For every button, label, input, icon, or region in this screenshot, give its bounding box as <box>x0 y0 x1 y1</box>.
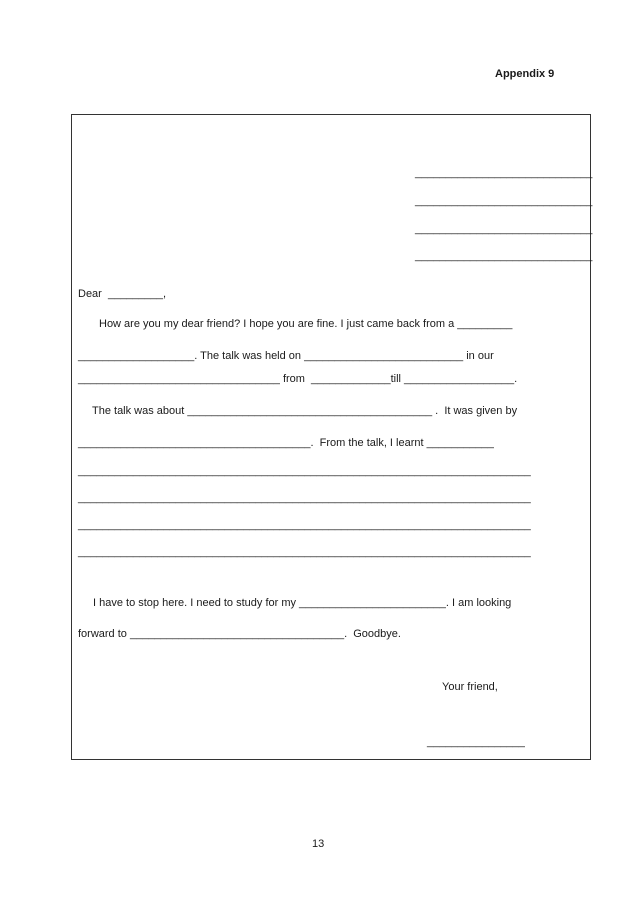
body-line: The talk was about ________________________________________ . It was given by <box>92 405 518 417</box>
body-line: __________________________________________________________________________ <box>78 492 531 504</box>
body-line: ______________________________________. From the talk, I learnt ___________ <box>78 437 494 449</box>
address-line: _____________________________ <box>415 250 593 262</box>
body-line: __________________________________________________________________________ <box>78 465 531 477</box>
body-line: I have to stop here. I need to study for my ________________________. I am looking <box>93 597 512 609</box>
body-line: forward to ___________________________________. Goodbye. <box>78 628 401 640</box>
letter-frame <box>71 114 591 760</box>
salutation: Dear _________, <box>78 288 167 300</box>
closing: Your friend, <box>442 681 498 693</box>
body-line: __________________________________________________________________________ <box>78 546 531 558</box>
body-line: ___________________. The talk was held on __________________________ in our <box>78 350 494 362</box>
signature-line: ________________ <box>427 736 525 748</box>
body-line: _________________________________ from _____________till __________________. <box>78 373 518 385</box>
address-line: _____________________________ <box>415 223 593 235</box>
body-line: __________________________________________________________________________ <box>78 519 531 531</box>
address-line: _____________________________ <box>415 167 593 179</box>
address-line: _____________________________ <box>415 195 593 207</box>
page-number: 13 <box>312 838 325 850</box>
body-line: How are you my dear friend? I hope you are fine. I just came back from a _________ <box>99 318 513 330</box>
appendix-label: Appendix 9 <box>495 68 555 80</box>
